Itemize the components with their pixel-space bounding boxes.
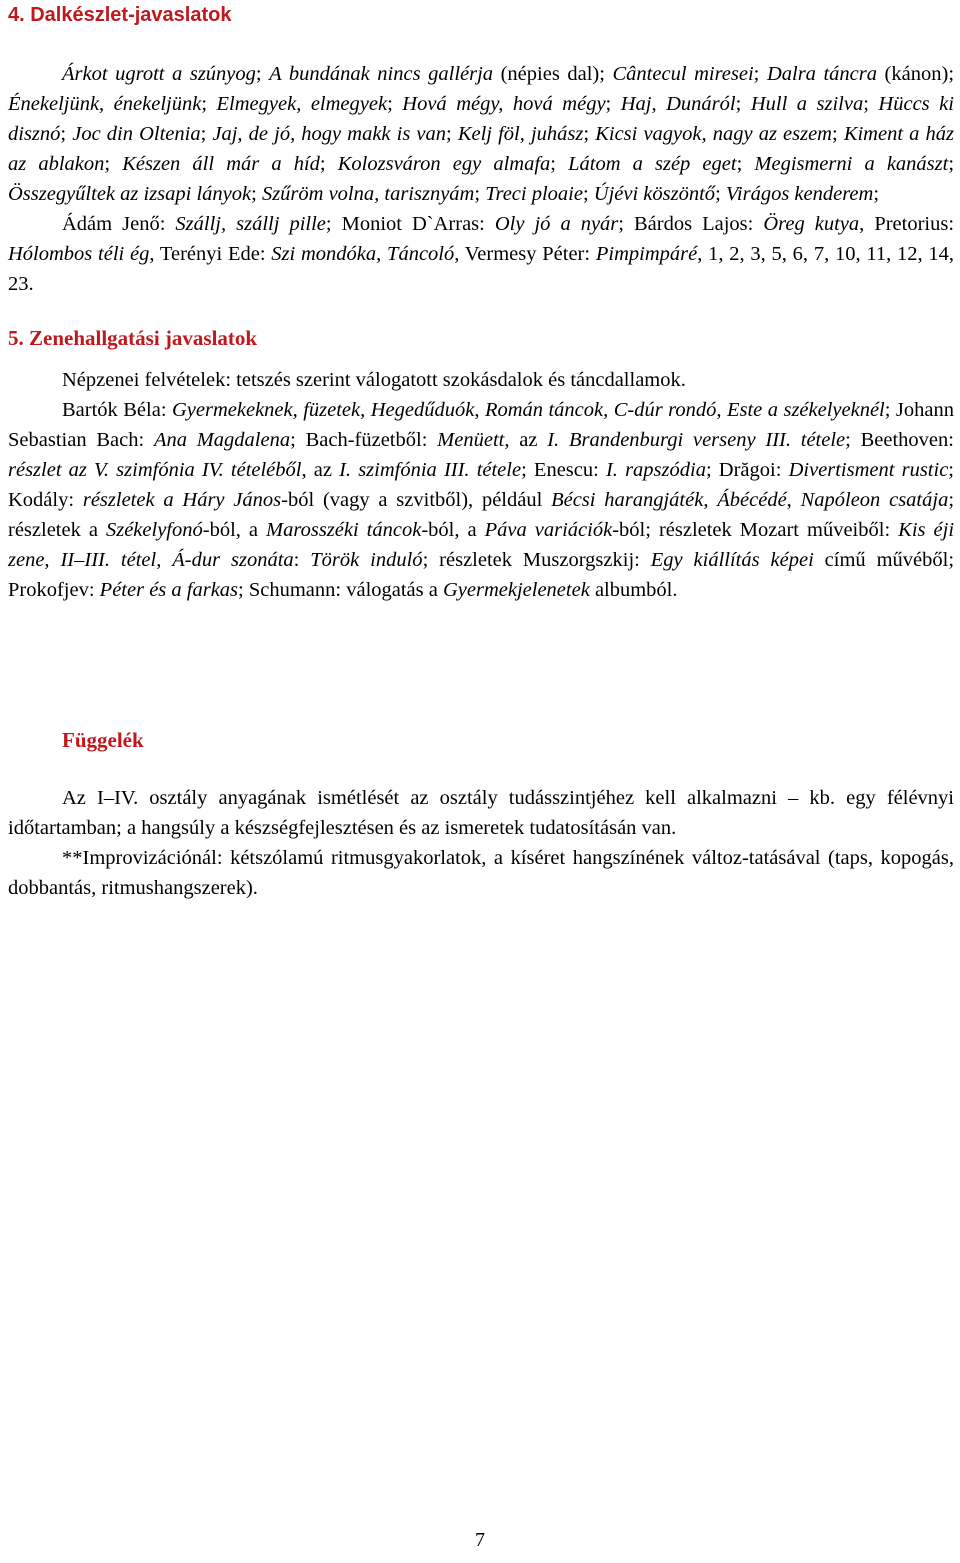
text-run: ; [863,93,879,115]
text-run: ; Enescu: [521,459,606,481]
text-run: ; Johann Sebastian Bach: [8,399,954,451]
text-run: , [716,399,727,421]
italic-title-run: Egy kiállítás képei [650,549,814,571]
text-run: , az [504,429,548,451]
italic-title-run: Hová mégy, hová mégy [402,93,606,115]
section-5-folk-recordings [8,365,954,395]
italic-title-run: I. rapszódia [605,459,706,481]
italic-title-run: részletek a Háry János [82,489,282,511]
italic-title-run: tétel [120,549,157,571]
italic-title-run: Kolozsváron egy almafa [337,153,551,175]
text-run: ; részletek a [8,489,955,541]
text-run: , Pretorius: [859,213,955,235]
text-run: ; [753,63,767,85]
italic-title-run: Joc din Oltenia [72,123,201,145]
text-run: , [474,399,485,421]
text-run: , [703,489,718,511]
italic-title-run: Kicsi vagyok, nagy az eszem [595,123,832,145]
text-run: -ból; részletek Mozart műveiből: [612,519,899,541]
text-run: ; [832,123,844,145]
italic-title-run: A bundának nincs gallérja [269,63,494,85]
italic-title-run: Páva variációk [484,519,613,541]
text-run: -ból, a [421,519,485,541]
text-run: , az [301,459,340,481]
text-run: , Terényi Ede: [149,243,272,265]
italic-title-run: Román táncok [484,399,604,421]
text-run [110,549,121,571]
italic-title-run: Marosszéki táncok [266,519,422,541]
italic-title-run: Táncoló [387,243,455,265]
italic-title-run: Péter és a farkas [99,579,239,601]
text-run: ; [583,123,596,145]
text-run: , 1, 2, 3, 5, 6, 7, 10, 11, 12, 14, 23. [8,243,954,295]
section-4-composer-list [8,209,954,299]
italic-title-run: tétele [800,429,846,451]
text-run: albumból. [589,579,678,601]
text-run: ; [715,183,726,205]
text-run: ; [255,63,270,85]
text-run: ; [200,123,213,145]
text-run: ; Moniot D`Arras: [325,213,495,235]
italic-title-run: Bécsi harangjáték [551,489,704,511]
italic-title-run: Szállj, szállj pille [175,213,326,235]
text-run: ; [550,153,569,175]
appendix-paragraph-improvisation [8,843,954,903]
italic-title-run: Hüccs ki disznó [8,93,954,145]
text-run: , [786,489,801,511]
italic-title-run: Hull a szilva [750,93,864,115]
italic-title-run: Este a székelyeknél [726,399,885,421]
italic-title-run: Menüett [437,429,505,451]
italic-title-run: Gyermekjelenetek [442,579,590,601]
text-run: Bartók Béla: [62,399,172,421]
appendix-paragraph-review [8,783,954,843]
italic-title-run: Napóleon csatája [800,489,949,511]
text-run: ; [474,183,486,205]
text-run: ; [60,123,73,145]
text-run: (kánon); [877,63,955,85]
italic-title-run: Virágos kenderem [725,183,874,205]
text-run: ; [735,93,751,115]
text-run: című művéből; Prokofjev: [8,549,955,601]
text-run: ; Bach-füzetből: [290,429,438,451]
italic-title-run: Jaj, de jó, hogy makk is van [212,123,447,145]
text-run: ; Schumann: válogatás a [238,579,443,601]
text-run: -ból, a [202,519,267,541]
text-run: -ból (vagy a szvitből), például [281,489,552,511]
italic-title-run: I. szimfónia III. tétele [339,459,522,481]
italic-title-run: Szűröm volna, tarisznyám [261,183,475,205]
italic-title-run: Oly jó a nyár [494,213,619,235]
text-run: ; [948,153,955,175]
text-run: ; részletek Muszorgszkij: [422,549,651,571]
italic-title-run: Á-dur szonáta [172,549,294,571]
text-run: ; [387,93,403,115]
text-run: Népzenei felvételek: tetszés szerint válogatott szokásdalok és táncdallamok. [62,369,686,391]
italic-title-run: Elmegyek, elmegyek [216,93,388,115]
text-run: (népies dal); [493,63,613,85]
text-run: , [156,549,173,571]
italic-title-run: Gyermekeknek, füzetek [172,399,361,421]
italic-title-run: Megismerni a kanászt [754,153,949,175]
italic-title-run: Készen áll már a híd [122,153,320,175]
italic-title-run: Újévi köszöntő [593,183,716,205]
italic-title-run: Kiment a ház az ablakon [8,123,954,175]
italic-title-run: Öreg kutya [763,213,860,235]
text-run: : [293,549,311,571]
section-4-song-list [8,59,954,209]
text-run: ; Kodály: [8,459,954,511]
text-run: **Improvizációnál: kétszólamú ritmusgyakorlatok, a kíséret hangszínének változ-tatásával (taps, kopogás, dobbantás, ritmushangszerek). [8,847,954,899]
italic-title-run: Összegyűltek az izsapi lányok [8,183,252,205]
italic-title-run: Hegedűduók [370,399,475,421]
italic-title-run: Kis éji zene, II–III. [8,519,955,571]
italic-title-run: Cântecul miresei [612,63,754,85]
text-run: , [360,399,371,421]
italic-title-run: Dalra táncra [766,63,877,85]
italic-title-run: Látom a szép eget [568,153,737,175]
italic-title-run: Ana Magdalena [153,429,291,451]
italic-title-run: C-dúr rondó [613,399,717,421]
text-run: ; [605,93,621,115]
text-run: ; [582,183,594,205]
text-run [791,429,801,451]
text-run: Ádám Jenő: [62,213,176,235]
italic-title-run: Székelyfonó [105,519,203,541]
italic-title-run: részlet az V. szimfónia IV. tételéből [8,459,302,481]
text-run: ; [446,123,458,145]
text-run: , Vermesy Péter: [454,243,596,265]
text-run: ; [104,153,123,175]
text-run: ; [736,153,755,175]
text-run: ; Drăgoi: [705,459,789,481]
italic-title-run: Divertisment rustic [788,459,949,481]
text-run: Az I–IV. osztály anyagának ismétlését az osztály tudásszintjéhez kell alkalmazni – kb. egy félévnyi időtartamban; a hangsúly a készségfejlesztésen és az ismeretek tudatosításán van. [8,787,954,839]
section-4-heading: 4. Dalkészlet-javaslatok [8,4,232,26]
italic-title-run: Énekeljünk, énekeljünk [8,93,202,115]
italic-title-run: Hólombos téli ég [8,243,150,265]
italic-title-run: Kelj föl, juhász [457,123,584,145]
section-5-listening-list [8,395,954,605]
page-number: 7 [475,1529,485,1551]
text-run: , [376,243,388,265]
italic-title-run: Török induló [310,549,423,571]
italic-title-run: Haj, Dunáról [620,93,736,115]
text-run: ; [201,93,217,115]
text-run: , [603,399,614,421]
text-run: ; [873,183,880,205]
italic-title-run: Ábécédé [717,489,787,511]
italic-title-run: Treci ploaie [485,183,583,205]
appendix-heading: Függelék [62,728,144,752]
text-run: ; [319,153,338,175]
italic-title-run: Árkot ugrott a szúnyog [62,63,256,85]
text-run: ; [251,183,262,205]
italic-title-run: Pimpimpáré [595,243,698,265]
section-5-heading: 5. Zenehallgatási javaslatok [8,326,258,350]
italic-title-run: I. Brandenburgi verseny III. [547,429,791,451]
italic-title-run: Szi mondóka [271,243,377,265]
text-run: ; Beethoven: [845,429,954,451]
text-run: ; Bárdos Lajos: [618,213,764,235]
